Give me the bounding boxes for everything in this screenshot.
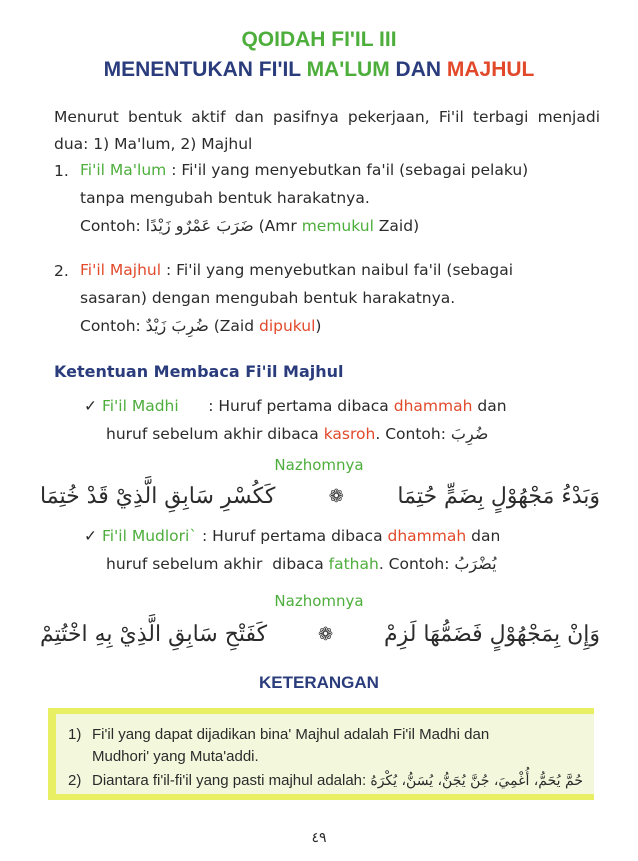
verse-1-left: كَكُسْرِ سَابِقِ الَّذِيْ قَدْ خُتِمَا bbox=[40, 484, 276, 509]
check-icon: ✓ bbox=[84, 397, 97, 415]
keterangan-item-2-number: 2) bbox=[68, 772, 82, 789]
intro-paragraph: Menurut bentuk aktif dan pasifnya pekerjaan, Fi'il terbagi menjadi dua: 1) Ma'lum, 2) Majhul bbox=[54, 108, 600, 153]
title-line-1: QOIDAH FI'IL III bbox=[241, 28, 397, 51]
ketentuan-heading: Ketentuan Membaca Fi'il Majhul bbox=[54, 362, 344, 381]
item-1-definition: Fi'il Ma'lum : Fi'il yang menyebutkan fa'il (sebagai pelaku) bbox=[80, 161, 529, 179]
item-2-line-2: sasaran) dengan mengubah bentuk harakatnya. bbox=[80, 289, 456, 307]
verse-2-right: وَإِنْ بِمَجْهُوْلٍ فَضَمُّهَا لَزِمْ bbox=[383, 622, 600, 647]
keterangan-heading: KETERANGAN bbox=[259, 673, 379, 692]
item-2-example: Contoh: ضُرِبَ زَيْدٌ (Zaid dipukul) bbox=[80, 316, 322, 335]
keterangan-item-1-number: 1) bbox=[68, 726, 82, 743]
title-line-2: MENENTUKAN FI'IL MA'LUM DAN MAJHUL bbox=[103, 58, 535, 81]
verse-2-left: كَفَتْحِ سَابِقِ الَّذِيْ بِهِ اخْتُتِمْ bbox=[40, 622, 268, 647]
item-1-number: 1. bbox=[54, 162, 69, 180]
keterangan-item-1: Fi'il yang dapat dijadikan bina' Majhul adalah Fi'il Madhi dan Mudhori' yang Muta'addi. bbox=[92, 726, 490, 765]
rule-madhi: ✓ Fi'il Madhi : Huruf pertama dibaca dhammah dan bbox=[84, 397, 507, 415]
nazhom-label-2: Nazhomnya bbox=[274, 592, 364, 610]
rule-madhi-line-2: huruf sebelum akhir dibaca kasroh. Contoh: ضُرِبَ bbox=[106, 424, 489, 443]
verse-1-right: وَبَدْءُ مَجْهُوْلٍ بِضَمٍّ حُتِمَا bbox=[397, 484, 600, 509]
keterangan-box bbox=[48, 708, 594, 800]
item-1-example: Contoh: ضَرَبَ عَمْرٌو زَيْدًا (Amr memukul Zaid) bbox=[80, 216, 420, 235]
verse-1 bbox=[40, 484, 600, 509]
keterangan-item-2: Diantara fi'il-fi'il yang pasti majhul adalah: حُمَّ يُحَمُّ، أُغْمِيَ، جُنَّ يُجَنُّ، يُسَنُّ، يُكْرَهُ bbox=[92, 772, 583, 789]
flower-ornament-icon: ❁ bbox=[328, 486, 344, 507]
item-1-line-2: tanpa mengubah bentuk harakatnya. bbox=[80, 189, 370, 207]
rule-mudlori-line-2: huruf sebelum akhir dibaca fathah. Contoh: يُضْرَبُ bbox=[106, 554, 497, 573]
verse-2 bbox=[40, 622, 600, 647]
flower-ornament-icon: ❁ bbox=[318, 624, 334, 645]
nazhom-label-1: Nazhomnya bbox=[274, 456, 364, 474]
check-icon: ✓ bbox=[84, 527, 97, 545]
page-number: ٤٩ bbox=[311, 830, 327, 846]
item-2-number: 2. bbox=[54, 262, 69, 280]
rule-mudlori: ✓ Fi'il Mudlori` : Huruf pertama dibaca dhammah dan bbox=[84, 527, 501, 545]
item-2-definition: Fi'il Majhul : Fi'il yang menyebutkan naibul fa'il (sebagai bbox=[80, 261, 514, 279]
